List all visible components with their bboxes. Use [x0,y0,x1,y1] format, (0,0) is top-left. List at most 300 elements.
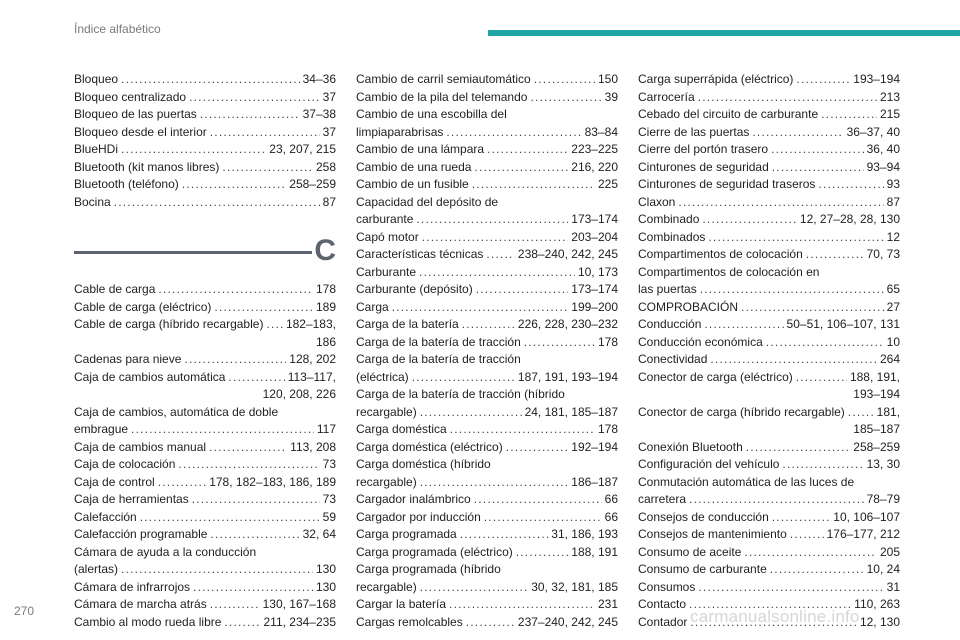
dot-leader [524,334,595,352]
index-entry-term: Bocina [74,194,111,209]
index-entry-pages: 223–225 [571,142,618,156]
index-entry-term: Cámara de marcha atrás [74,597,207,611]
index-entry-term: Carga de la batería [356,317,459,331]
index-entry-term: Carga programada [356,527,457,541]
index-entry-pages: 173–174 [571,212,618,226]
section-divider [74,251,312,254]
index-entry-pages: 93 [886,177,900,191]
index-entry-pages: 193–194 [853,72,900,86]
index-entry-term: Cinturones de seguridad [638,159,769,174]
index-entry [356,71,618,89]
index-entry-term: BlueHDi [74,142,119,156]
header-title: Índice alfabético [74,22,161,36]
index-entry-term: recargable) [356,474,417,489]
index-entry-term: Caja de cambios automática [74,369,226,384]
index-entry [638,159,900,177]
index-entry [74,544,336,579]
index-entry-term: recargable) [356,579,417,594]
dot-leader [698,579,883,597]
index-entry-pages: 216, 220 [571,159,618,174]
index-entry [638,229,900,247]
dot-leader [821,106,877,124]
index-entry-term: Carga [356,299,389,314]
dot-leader [422,229,569,247]
index-entry-pages: 178, 182–183, 186, 189 [209,474,336,489]
index-entry [638,439,900,457]
dot-leader [744,544,877,562]
dot-leader [419,264,575,282]
index-entry-pages: 225 [597,177,618,191]
index-entry [74,509,336,527]
dot-leader [114,194,320,212]
dot-leader [189,89,320,107]
index-entry-term: Caja de cambios manual [74,439,207,454]
index-entry [638,404,900,439]
index-entry [638,211,900,229]
index-entry [74,316,336,351]
dot-leader [121,561,313,579]
index-entry-pages: 12, 130 [859,614,900,629]
index-entry [356,246,618,264]
index-entry-term: Configuración del vehículo [638,457,780,471]
section-heading [74,234,336,277]
index-column-2 [356,71,618,631]
index-entry-pages: 113–117, [287,369,336,384]
index-entry-pages: 66 [604,492,618,506]
index-entry-pages: 12, 27–28, 28, 130 [799,212,900,226]
dot-leader [474,159,568,177]
index-entry [638,544,900,562]
index-entry-term: limpiaparabrisas [356,124,444,139]
dot-leader [678,194,883,212]
dot-leader [131,421,314,439]
index-entry [74,596,336,614]
index-entry-pages: 73 [322,492,336,506]
index-entry-term: Cambio al modo rueda libre [74,614,222,629]
dot-leader [184,351,286,369]
index-entry [356,334,618,352]
index-entry [356,89,618,107]
index-entry-pages: 231 [597,597,618,611]
index-entry-term-prefix: Caja de cambios, automática de doble [74,404,279,419]
index-entry-pages: 258–259 [853,439,900,454]
index-entry-term: carretera [638,492,687,506]
index-entry-term: Cargador por inducción [356,509,481,524]
dot-leader [450,421,595,439]
index-entry [638,316,900,334]
index-entry [74,579,336,597]
index-entry [356,106,618,141]
index-entry [638,474,900,509]
index-entry-pages: 50–51, 106–107, 131 [786,317,900,331]
index-entry [638,526,900,544]
index-entry-term: Consejos de conducción [638,509,769,524]
index-entry [638,334,900,352]
dot-leader [200,106,300,124]
index-entry-pages: 37 [322,124,336,139]
index-entry-term: Consumos [638,579,696,594]
index-entry [74,369,336,404]
index-entry [74,89,336,107]
index-entry [638,246,900,264]
dot-leader [476,281,569,299]
dot-leader [446,124,581,142]
index-entry-pages: 37–38 [302,107,336,121]
index-entry-pages: 258 [315,159,336,174]
dot-leader [140,509,320,527]
dot-leader [698,89,877,107]
index-entry-pages: 178 [597,422,618,436]
dot-leader [772,509,831,527]
index-entry-pages: 10, 24 [866,562,900,576]
index-entry-pages: 188, 191 [571,544,618,559]
index-entry-pages: 199–200 [571,299,618,314]
index-entry-pages: 128, 202 [289,352,336,366]
dot-leader [416,211,568,229]
index-entry-term: Claxon [638,194,676,209]
index-entry-pages: 178 [315,282,336,296]
index-entry-term: Carrocería [638,89,695,104]
dot-leader [806,246,864,264]
index-entry-pages: 93–94 [866,159,900,174]
index-entry-term: Carga superrápida (eléctrico) [638,72,794,86]
index-entry-pages: 186–187 [571,474,618,489]
index-entry-pages: 23, 207, 215 [269,142,336,156]
index-entry-pages: 130 [315,579,336,594]
index-entry-term: Bluetooth (kit manos libres) [74,159,220,174]
index-entry [74,71,336,89]
index-entry-pages: 130 [315,562,336,576]
index-entry [638,561,900,579]
index-entry-pages: 24, 181, 185–187 [524,404,618,419]
dot-leader [121,141,266,159]
dot-leader [708,229,883,247]
index-entry-term-prefix: Cámara de ayuda a la conducción [74,544,257,559]
dot-leader [796,71,850,89]
dot-leader [192,491,320,509]
index-entry [356,316,618,334]
dot-leader [210,526,299,544]
dot-leader [228,369,284,387]
index-entry-pages: 264 [879,352,900,366]
index-entry-term-prefix: Capacidad del depósito de [356,194,499,209]
index-entry-pages: 27 [886,299,900,314]
index-entry-pages: 181, [876,404,900,419]
index-entry [74,351,336,369]
section-letter: C [314,234,336,267]
index-entry-term: Contacto [638,597,687,611]
index-entry-pages: 203–204 [571,229,618,244]
index-entry-term: Conectividad [638,352,708,366]
index-entry-term: Cable de carga (eléctrico) [74,299,212,314]
dot-leader [392,299,569,317]
dot-leader [484,509,602,527]
index-entry-term: Cable de carga (híbrido recargable) [74,317,264,331]
dot-leader [704,316,783,334]
index-entry [74,491,336,509]
dot-leader [420,474,569,492]
index-entry-pages: 226, 228, 230–232 [517,317,618,331]
index-entry-term: Cargar la batería [356,597,447,611]
index-entry [356,509,618,527]
index-entry [356,421,618,439]
index-entry [638,176,900,194]
index-entry-term: Conexión Bluetooth [638,439,743,454]
index-entry [638,141,900,159]
index-entry [356,194,618,229]
dot-leader [266,316,282,334]
index-entry-pages-continued: 120, 208, 226 [262,387,336,401]
index-entry [74,404,336,439]
index-entry-term-prefix: Carga doméstica (híbrido [356,457,491,471]
index-entry-term-prefix: Carga programada (híbrido [356,562,501,576]
index-entry-pages: 36, 40 [866,142,900,156]
index-entry-term: COMPROBACIÓN [638,299,739,314]
index-entry [356,544,618,562]
index-entry-pages: 187, 191, 193–194 [517,369,618,384]
index-entry-term-prefix: Cambio de una escobilla del [356,107,507,121]
index-entry-term: Combinado [638,212,700,226]
index-entry-term-prefix: Carga de la batería de tracción (híbrido [356,387,565,401]
dot-leader [210,124,320,142]
dot-leader [534,71,595,89]
dot-leader [214,299,313,317]
index-entry-term: Caja de colocación [74,457,176,471]
index-entry [638,509,900,527]
index-entry [356,386,618,421]
index-entry-term: Cinturones de seguridad traseros [638,177,816,191]
index-entry-pages: 78–79 [866,492,900,506]
index-entry-pages: 10, 106–107 [833,509,900,524]
index-entry-term: Cambio de la pila del telemando [356,89,528,104]
dot-leader [772,159,864,177]
dot-leader [472,176,595,194]
index-entry-term: Caja de control [74,474,155,489]
index-entry-term: Caja de herramientas [74,492,189,506]
index-entry-term: Carburante [356,264,417,279]
index-entry [638,194,900,212]
index-entry-pages: 65 [886,282,900,296]
index-entry [356,229,618,247]
index-entry-term: Cámara de infrarrojos [74,579,191,594]
index-entry [74,159,336,177]
index-entry-term: recargable) [356,404,417,419]
index-entry [356,614,618,632]
index-entry-pages: 87 [886,194,900,209]
index-entry-pages-continued: 185–187 [853,422,900,436]
index-entry-pages: 113, 208 [290,439,336,454]
index-entry-pages: 32, 64 [302,527,336,541]
index-entry [638,264,900,299]
index-entry-term: Capó motor [356,229,419,244]
index-column-1 [74,71,336,631]
index-entry [356,264,618,282]
dot-leader [741,299,884,317]
index-entry [356,351,618,386]
dot-leader [702,211,797,229]
index-entry [356,561,618,596]
index-entry-pages: 110, 263 [854,597,900,611]
index-entry-pages: 36–37, 40 [846,124,900,139]
index-entry-term: Conector de carga (híbrido recargable) [638,404,845,419]
index-entry-term: Carga doméstica [356,422,447,436]
index-entry-pages: 192–194 [571,439,618,454]
index-entry-term: Cadenas para nieve [74,352,182,366]
index-entry-pages: 70, 73 [866,247,900,261]
dot-leader [420,579,529,597]
index-entry-pages: 73 [322,457,336,471]
index-entry [356,439,618,457]
index-entry-pages: 173–174 [571,282,618,296]
dot-leader [182,176,287,194]
dot-leader [700,281,884,299]
index-entry-term: Carga programada (eléctrico) [356,544,513,559]
index-entry-term: Cargador inalámbrico [356,492,471,506]
index-entry [638,369,900,404]
index-entry-pages: 13, 30 [866,457,900,471]
index-entry-term: Cambio de carril semiautomático [356,72,531,86]
dot-leader [506,439,569,457]
index-entry-term: Bloqueo de las puertas [74,107,197,121]
dot-leader [790,526,824,544]
index-entry [638,456,900,474]
index-entry-term: Contador [638,614,688,629]
index-entry-pages: 37 [322,89,336,104]
index-entry [74,106,336,124]
dot-leader [121,71,300,89]
page-number: 270 [14,604,35,618]
index-entry [74,124,336,142]
index-entry-pages: 10 [886,334,900,349]
index-entry-pages-continued: 193–194 [853,387,900,401]
index-entry-pages: 237–240, 242, 245 [517,614,618,629]
index-entry-pages: 213 [879,89,900,104]
dot-leader [530,89,601,107]
index-entry-term: Cambio de una rueda [356,159,472,174]
index-column-3 [638,71,900,631]
index-entry [638,106,900,124]
dot-leader [782,456,863,474]
index-entry [74,281,336,299]
index-entry-term: embrague [74,422,129,436]
index-entry-term: Carga doméstica (eléctrico) [356,439,503,454]
dot-leader [158,474,206,492]
index-entry [356,299,618,317]
index-entry-term: Consumo de carburante [638,562,767,576]
index-entry-term: Bluetooth (teléfono) [74,177,179,191]
index-entry-pages: 205 [879,544,900,559]
index-entry-pages: 87 [322,194,336,209]
dot-leader [158,281,313,299]
index-entry [356,596,618,614]
index-entry-term: Conector de carga (eléctrico) [638,369,793,384]
dot-leader [771,141,864,159]
watermark: carmanualsonline.info [690,607,860,626]
index-entry-term: Consumo de aceite [638,544,742,559]
index-entry-pages: 31 [886,579,900,594]
dot-leader [689,491,864,509]
dot-leader [746,439,851,457]
index-entry-term: Bloqueo centralizado [74,89,187,104]
index-entry-pages: 189 [315,299,336,314]
index-entry-pages: 66 [604,509,618,524]
index-entry-pages: 10, 173 [577,264,618,279]
index-entry [356,281,618,299]
index-entry-term: Cierre de las puertas [638,124,750,139]
header-accent-bar [488,30,960,36]
index-entry [356,141,618,159]
index-entry [74,141,336,159]
index-entry-term: carburante [356,212,414,226]
index-entry [74,456,336,474]
index-entry-pages: 59 [322,509,336,524]
dot-leader [462,316,515,334]
dot-leader [487,141,568,159]
index-entry [638,351,900,369]
dot-leader [766,334,884,352]
dot-leader [449,596,595,614]
dot-leader [466,614,515,632]
index-entry-term: Compartimentos de colocación [638,247,803,261]
index-entry-term: Cable de carga [74,282,156,296]
index-entry [638,71,900,89]
index-entry [638,579,900,597]
index-entry [74,299,336,317]
index-entry-term: Bloqueo [74,72,119,86]
index-entry-pages: 178 [597,334,618,349]
index-entry-term: las puertas [638,282,697,296]
index-entry-term: Características técnicas [356,247,484,261]
index-entry-pages-continued: 186 [315,334,336,349]
index-entry-pages: 258–259 [289,177,336,191]
index-entry-term: Cierre del portón trasero [638,142,769,156]
dot-leader [486,246,515,264]
dot-leader [193,579,313,597]
index-entry [74,526,336,544]
index-entry [356,526,618,544]
index-entry-term: Cambio de una lámpara [356,142,485,156]
dot-leader [516,544,569,562]
index-entry-term: Cargas remolcables [356,614,463,629]
index-entry-pages: 238–240, 242, 245 [517,247,618,261]
index-entry [74,439,336,457]
index-entry [638,299,900,317]
index-entry-term: Carga de la batería de tracción [356,334,521,349]
dot-leader [818,176,883,194]
index-entry-term: Calefacción [74,509,137,524]
index-entry-pages: 211, 234–235 [263,614,336,629]
index-entry-term-prefix: Conmutación automática de las luces de [638,474,855,489]
index-entry-pages: 83–84 [584,124,618,139]
index-entry-term: Carburante (depósito) [356,282,473,296]
index-entry-term: Calefacción programable [74,527,208,541]
dot-leader [420,404,522,422]
index-entry-pages: 30, 32, 181, 185 [531,579,618,594]
index-entry-term: Conducción económica [638,334,763,349]
dot-leader [412,369,515,387]
index-entry [74,176,336,194]
index-entry-term: Consejos de mantenimiento [638,527,787,541]
index-entry-pages: 150 [597,72,618,86]
index-entry-term: Combinados [638,229,706,244]
index-entry [638,89,900,107]
dot-leader [210,596,260,614]
index-entry-term: Cebado del circuito de carburante [638,107,819,121]
index-entry [74,194,336,212]
index-entry-term: Cambio de un fusible [356,177,469,191]
dot-leader [178,456,319,474]
dot-leader [460,526,549,544]
